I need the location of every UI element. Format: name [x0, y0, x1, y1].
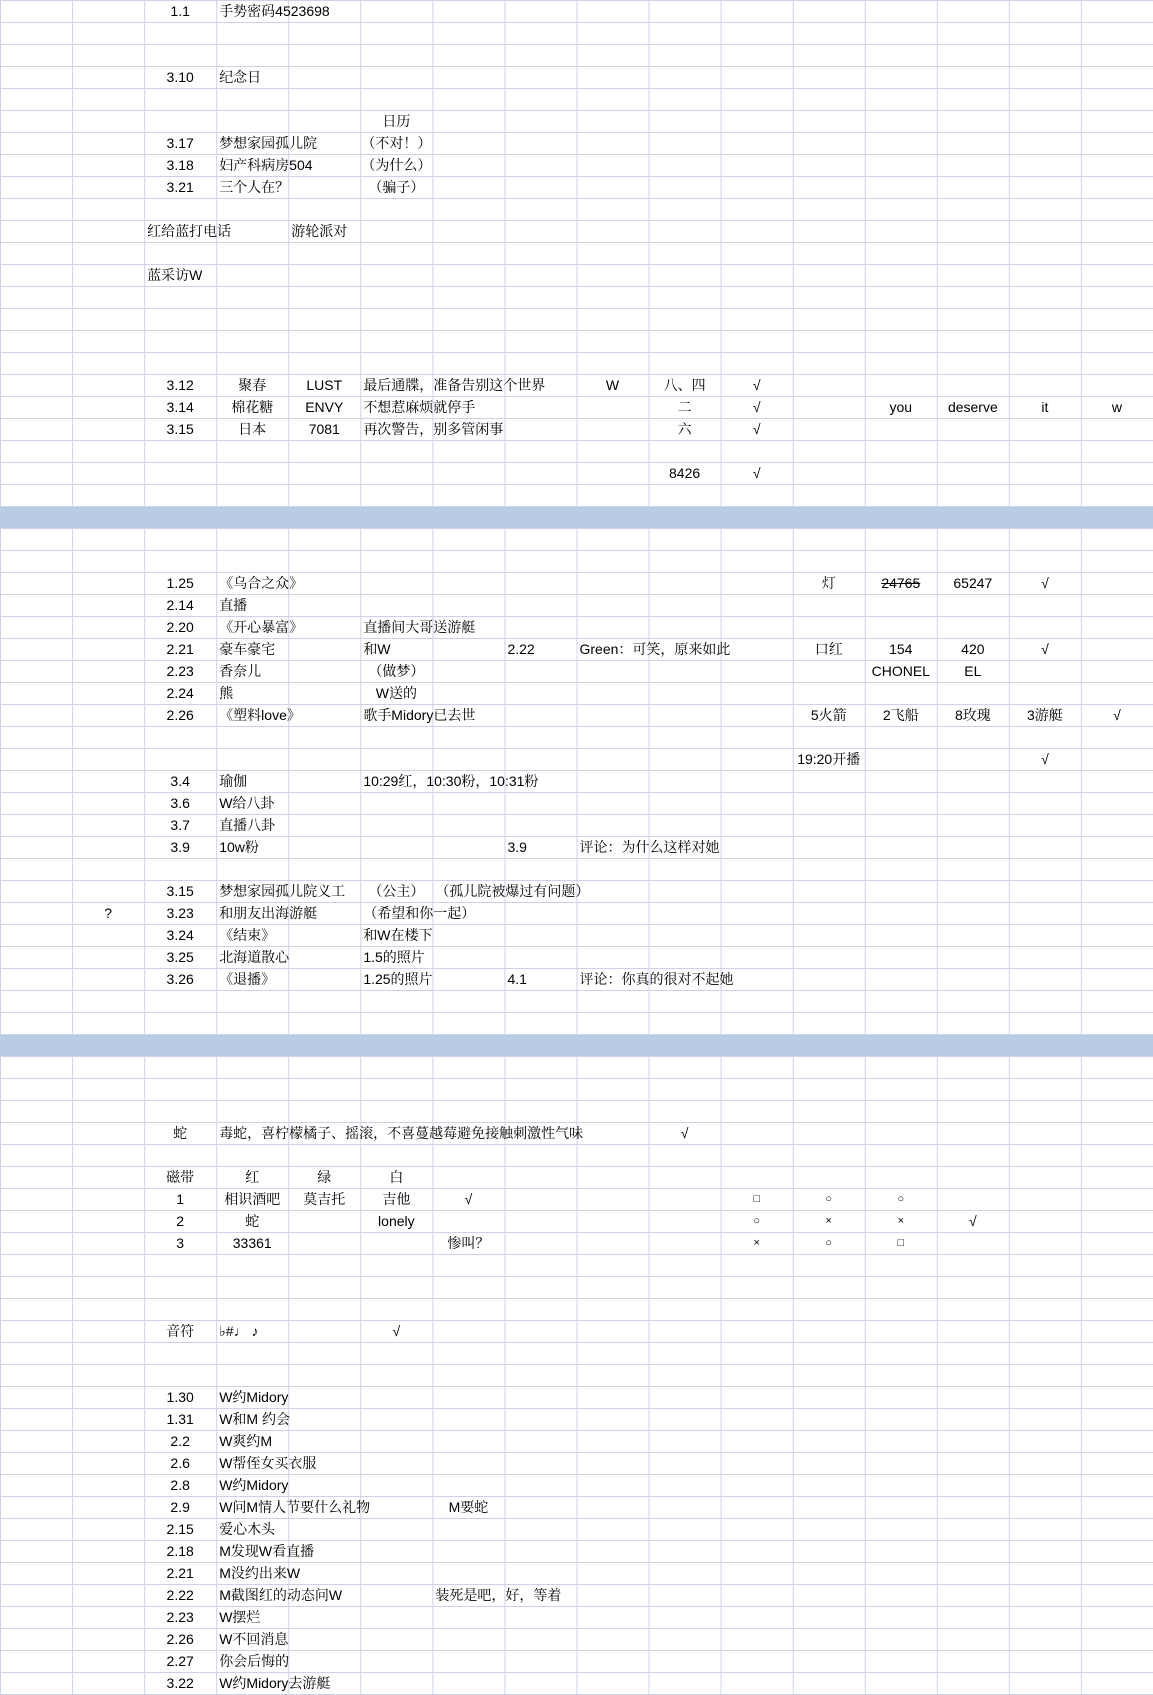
- event-cell[interactable]: W问M情人节要什么礼物: [219, 1499, 371, 1515]
- symbol-cell[interactable]: ○: [753, 1215, 760, 1227]
- note-cell[interactable]: （不对！）: [361, 135, 432, 151]
- tape-red-cell[interactable]: 蛇: [245, 1213, 260, 1229]
- check-mark-cell[interactable]: √: [752, 465, 761, 481]
- date-cell[interactable]: 3.22: [166, 1675, 194, 1691]
- event-cell[interactable]: W约Midory: [219, 1477, 289, 1493]
- symbol-cell[interactable]: ○: [825, 1193, 833, 1205]
- title-cell[interactable]: 和朋友出海游艇: [219, 905, 318, 921]
- gift-cell[interactable]: 8玫瑰: [954, 707, 991, 723]
- title-cell[interactable]: 《乌合之众》: [219, 575, 304, 591]
- note-cell[interactable]: 直播间大哥送游艇: [363, 619, 476, 635]
- date-cell[interactable]: 2.22: [166, 1587, 194, 1603]
- extra-note-cell[interactable]: （孤儿院被爆过有问题）: [435, 883, 590, 899]
- number-cell[interactable]: 二: [677, 399, 692, 415]
- date-cell[interactable]: 3.26: [166, 971, 194, 987]
- stream-start-cell[interactable]: 19:20开播: [797, 751, 861, 767]
- date-cell[interactable]: 3.9: [170, 839, 190, 855]
- tape-number-cell[interactable]: 1: [176, 1191, 185, 1207]
- date-cell[interactable]: 1.25: [166, 575, 194, 591]
- place-cell[interactable]: 妇产科病房504: [219, 157, 313, 173]
- date-cell[interactable]: 2.2: [170, 1433, 190, 1449]
- title-cell[interactable]: 香奈儿: [219, 663, 262, 679]
- snake-description-cell[interactable]: 毒蛇，喜柠檬橘子、摇滚，不喜蔓越莓避免接触刺激性气味: [219, 1125, 584, 1141]
- section-divider-row: [0, 507, 1153, 528]
- symbol-cell[interactable]: ×: [897, 1215, 904, 1227]
- date-cell[interactable]: 3.25: [166, 949, 194, 965]
- tape-white-cell[interactable]: 吉他: [382, 1191, 411, 1207]
- event-cell[interactable]: W摆烂: [219, 1609, 261, 1625]
- tape-header-cell[interactable]: 磁带: [166, 1169, 195, 1185]
- title-cell[interactable]: 《退播》: [219, 971, 276, 987]
- note-cell[interactable]: 和W: [363, 641, 391, 657]
- note-cell[interactable]: 1.25的照片: [363, 971, 433, 987]
- music-label-cell[interactable]: 音符: [166, 1323, 195, 1339]
- title-cell[interactable]: 直播八卦: [219, 817, 276, 833]
- symbol-cell[interactable]: ○: [825, 1237, 833, 1249]
- date-cell[interactable]: 3.12: [166, 377, 194, 393]
- event-cell[interactable]: M发现W看直播: [219, 1543, 315, 1559]
- date-cell[interactable]: 3.4: [170, 773, 190, 789]
- title-cell[interactable]: 梦想家园孤儿院义工: [219, 883, 346, 899]
- note-cell[interactable]: （希望和你一起）: [363, 905, 476, 921]
- brand-part-cell[interactable]: EL: [964, 663, 982, 679]
- title-cell[interactable]: 《结束》: [219, 927, 276, 943]
- title-cell[interactable]: W给八卦: [219, 795, 275, 811]
- reply-cell[interactable]: M要蛇: [448, 1499, 489, 1515]
- date-cell[interactable]: 3.23: [166, 905, 194, 921]
- item-cell[interactable]: 棉花糖: [231, 399, 274, 415]
- date-cell[interactable]: 3.7: [170, 817, 190, 833]
- title-cell[interactable]: 瑜伽: [219, 773, 248, 789]
- date-cell[interactable]: 2.23: [166, 663, 194, 679]
- date-cell[interactable]: 2.26: [166, 707, 194, 723]
- date-cell[interactable]: 1.31: [166, 1411, 194, 1427]
- note-cell[interactable]: （做梦）: [368, 663, 425, 679]
- tape-header-cell[interactable]: 白: [389, 1169, 404, 1185]
- struck-code-cell[interactable]: 24765: [881, 575, 921, 591]
- date-cell[interactable]: 3.10: [166, 69, 194, 85]
- title-cell[interactable]: 《塑料love》: [219, 707, 301, 723]
- sender-cell[interactable]: W: [605, 377, 620, 393]
- code-cell[interactable]: 420: [961, 641, 985, 657]
- calendar-header-cell[interactable]: 日历: [382, 113, 411, 129]
- date-cell[interactable]: 2.14: [166, 597, 194, 613]
- clue-label-cell[interactable]: 口红: [814, 641, 843, 657]
- item-cell[interactable]: 日本: [238, 421, 267, 437]
- tape-red-cell[interactable]: 相识酒吧: [224, 1191, 281, 1207]
- party-cell[interactable]: 游轮派对: [291, 223, 348, 239]
- code-cell[interactable]: LUST: [306, 377, 343, 393]
- message-cell[interactable]: 不想惹麻烦就停手: [363, 399, 476, 415]
- gift-cell[interactable]: 2飞船: [882, 707, 919, 723]
- date-cell[interactable]: 2.18: [166, 1543, 194, 1559]
- symbol-cell[interactable]: ×: [753, 1237, 760, 1249]
- code-cell[interactable]: 7081: [308, 421, 340, 437]
- date-cell[interactable]: 3.18: [166, 157, 194, 173]
- note-cell[interactable]: W送的: [375, 685, 417, 701]
- event-cell[interactable]: W不回消息: [219, 1631, 289, 1647]
- check-mark-cell[interactable]: √: [392, 1323, 401, 1339]
- title-cell[interactable]: 豪车豪宅: [219, 641, 276, 657]
- symbol-cell[interactable]: □: [753, 1193, 760, 1205]
- code-cell[interactable]: 154: [889, 641, 913, 657]
- tape-header-cell[interactable]: 红: [245, 1169, 260, 1185]
- note-cell[interactable]: （公主）: [368, 883, 425, 899]
- item-cell[interactable]: 聚春: [238, 377, 267, 393]
- note-cell[interactable]: 1.5的照片: [363, 949, 425, 965]
- date-cell[interactable]: 2.24: [166, 685, 194, 701]
- title-cell[interactable]: 10w粉: [219, 839, 259, 855]
- date-cell[interactable]: 2.27: [166, 1653, 194, 1669]
- place-cell[interactable]: 三个人在？: [219, 179, 290, 195]
- tape-green-cell[interactable]: 莫吉托: [303, 1191, 346, 1207]
- clue-label-cell[interactable]: 灯: [821, 575, 836, 591]
- question-marker-cell[interactable]: ?: [104, 905, 112, 921]
- tape-note-cell[interactable]: 惨叫？: [447, 1235, 490, 1251]
- check-mark-cell[interactable]: √: [752, 421, 761, 437]
- check-mark-cell[interactable]: √: [464, 1191, 473, 1207]
- title-cell[interactable]: 直播: [219, 597, 248, 613]
- date-cell[interactable]: 3.15: [166, 421, 194, 437]
- phrase-word-cell[interactable]: it: [1041, 399, 1049, 415]
- comment-cell[interactable]: Green：可笑，原来如此: [579, 641, 731, 657]
- note-cell[interactable]: 歌手Midory已去世: [363, 707, 476, 723]
- number-cell[interactable]: 六: [677, 421, 692, 437]
- title-cell[interactable]: 北海道散心: [219, 949, 290, 965]
- comment-cell[interactable]: 评论：你真的很对不起她: [579, 971, 734, 987]
- check-mark-cell[interactable]: √: [752, 377, 761, 393]
- total-number-cell[interactable]: 8426: [669, 465, 701, 481]
- check-mark-cell[interactable]: √: [969, 1213, 977, 1229]
- date-cell[interactable]: 1.1: [170, 3, 190, 19]
- code-cell[interactable]: 65247: [953, 575, 993, 591]
- event-cell[interactable]: M没约出来W: [219, 1565, 301, 1581]
- date-cell[interactable]: 2.6: [170, 1455, 190, 1471]
- gesture-password-cell[interactable]: 手势密码4523698: [219, 3, 330, 19]
- note-cell[interactable]: （骗子）: [368, 179, 425, 195]
- date-cell[interactable]: 1.30: [166, 1389, 194, 1405]
- date-cell[interactable]: 2.8: [170, 1477, 190, 1493]
- note-cell[interactable]: 10:29红，10:30粉，10:31粉: [363, 773, 539, 789]
- date-cell[interactable]: 2.15: [166, 1521, 194, 1537]
- place-cell[interactable]: 梦想家园孤儿院: [219, 135, 318, 151]
- comment-date-cell[interactable]: 3.9: [507, 839, 527, 855]
- message-cell[interactable]: 最后通牒，准备告别这个世界: [363, 377, 546, 393]
- event-cell[interactable]: 爱心木头: [219, 1521, 276, 1537]
- date-cell[interactable]: 2.21: [166, 641, 194, 657]
- event-cell[interactable]: W和M 约会: [219, 1411, 290, 1427]
- gift-cell[interactable]: 5火箭: [810, 707, 847, 723]
- date-cell[interactable]: 3.6: [170, 795, 190, 811]
- brand-part-cell[interactable]: CHONEL: [871, 663, 930, 679]
- tape-header-cell[interactable]: 绿: [317, 1169, 332, 1185]
- event-cell[interactable]: W约Midory: [219, 1389, 289, 1405]
- check-mark-cell[interactable]: √: [752, 399, 761, 415]
- date-cell[interactable]: 3.15: [166, 883, 194, 899]
- message-cell[interactable]: 再次警告，别多管闲事: [363, 421, 504, 437]
- symbol-cell[interactable]: ○: [897, 1193, 905, 1205]
- date-cell[interactable]: 3.17: [166, 135, 194, 151]
- interview-cell[interactable]: 蓝采访W: [147, 267, 203, 283]
- check-mark-cell[interactable]: √: [1041, 751, 1049, 767]
- title-cell[interactable]: 熊: [219, 685, 234, 701]
- date-cell[interactable]: 2.20: [166, 619, 194, 635]
- date-cell[interactable]: 2.23: [166, 1609, 194, 1625]
- check-mark-cell[interactable]: √: [680, 1125, 689, 1141]
- section-divider-row: [0, 1035, 1153, 1056]
- event-cell[interactable]: W帮侄女买衣服: [219, 1455, 317, 1471]
- check-mark-cell[interactable]: √: [1041, 575, 1049, 591]
- date-cell[interactable]: 3.14: [166, 399, 194, 415]
- phrase-word-cell[interactable]: w: [1111, 399, 1123, 415]
- tape-red-cell[interactable]: 33361: [232, 1235, 272, 1251]
- event-cell[interactable]: W爽约M: [219, 1433, 273, 1449]
- phrase-word-cell[interactable]: deserve: [947, 399, 998, 415]
- reply-cell[interactable]: 装死是吧，好，等着: [435, 1587, 562, 1603]
- tape-number-cell[interactable]: 3: [176, 1235, 185, 1251]
- event-cell[interactable]: W约Midory去游艇: [219, 1675, 331, 1691]
- event-cell[interactable]: 你会后悔的: [219, 1653, 290, 1669]
- phrase-word-cell[interactable]: you: [889, 399, 913, 415]
- call-cell[interactable]: 红给蓝打电话: [147, 223, 232, 239]
- comment-date-cell[interactable]: 2.22: [507, 641, 535, 657]
- symbol-cell[interactable]: □: [897, 1237, 905, 1249]
- note-cell[interactable]: 和W在楼下: [363, 927, 433, 943]
- tape-white-cell[interactable]: lonely: [378, 1213, 415, 1229]
- symbol-cell[interactable]: ×: [825, 1215, 832, 1227]
- date-cell[interactable]: 2.21: [166, 1565, 194, 1581]
- title-cell[interactable]: 《开心暴富》: [219, 619, 304, 635]
- check-mark-cell[interactable]: √: [1113, 707, 1121, 723]
- snake-label-cell[interactable]: 蛇: [173, 1125, 188, 1141]
- gift-cell[interactable]: 3游艇: [1027, 707, 1063, 723]
- tape-number-cell[interactable]: 2: [176, 1213, 185, 1229]
- anniversary-cell[interactable]: 纪念日: [219, 69, 262, 85]
- check-mark-cell[interactable]: √: [1041, 641, 1049, 657]
- code-cell[interactable]: ENVY: [305, 399, 344, 415]
- number-cell[interactable]: 八、四: [663, 377, 706, 393]
- event-cell[interactable]: M截图红的动态问W: [219, 1587, 343, 1603]
- date-cell[interactable]: 3.21: [166, 179, 194, 195]
- date-cell[interactable]: 3.24: [166, 927, 194, 943]
- music-notes-cell[interactable]: ♭#♩ ♪: [219, 1323, 259, 1339]
- date-cell[interactable]: 2.9: [170, 1499, 190, 1515]
- date-cell[interactable]: 2.26: [166, 1631, 194, 1647]
- comment-date-cell[interactable]: 4.1: [507, 971, 527, 987]
- comment-cell[interactable]: 评论：为什么这样对她: [579, 839, 720, 855]
- note-cell[interactable]: （为什么）: [361, 157, 432, 173]
